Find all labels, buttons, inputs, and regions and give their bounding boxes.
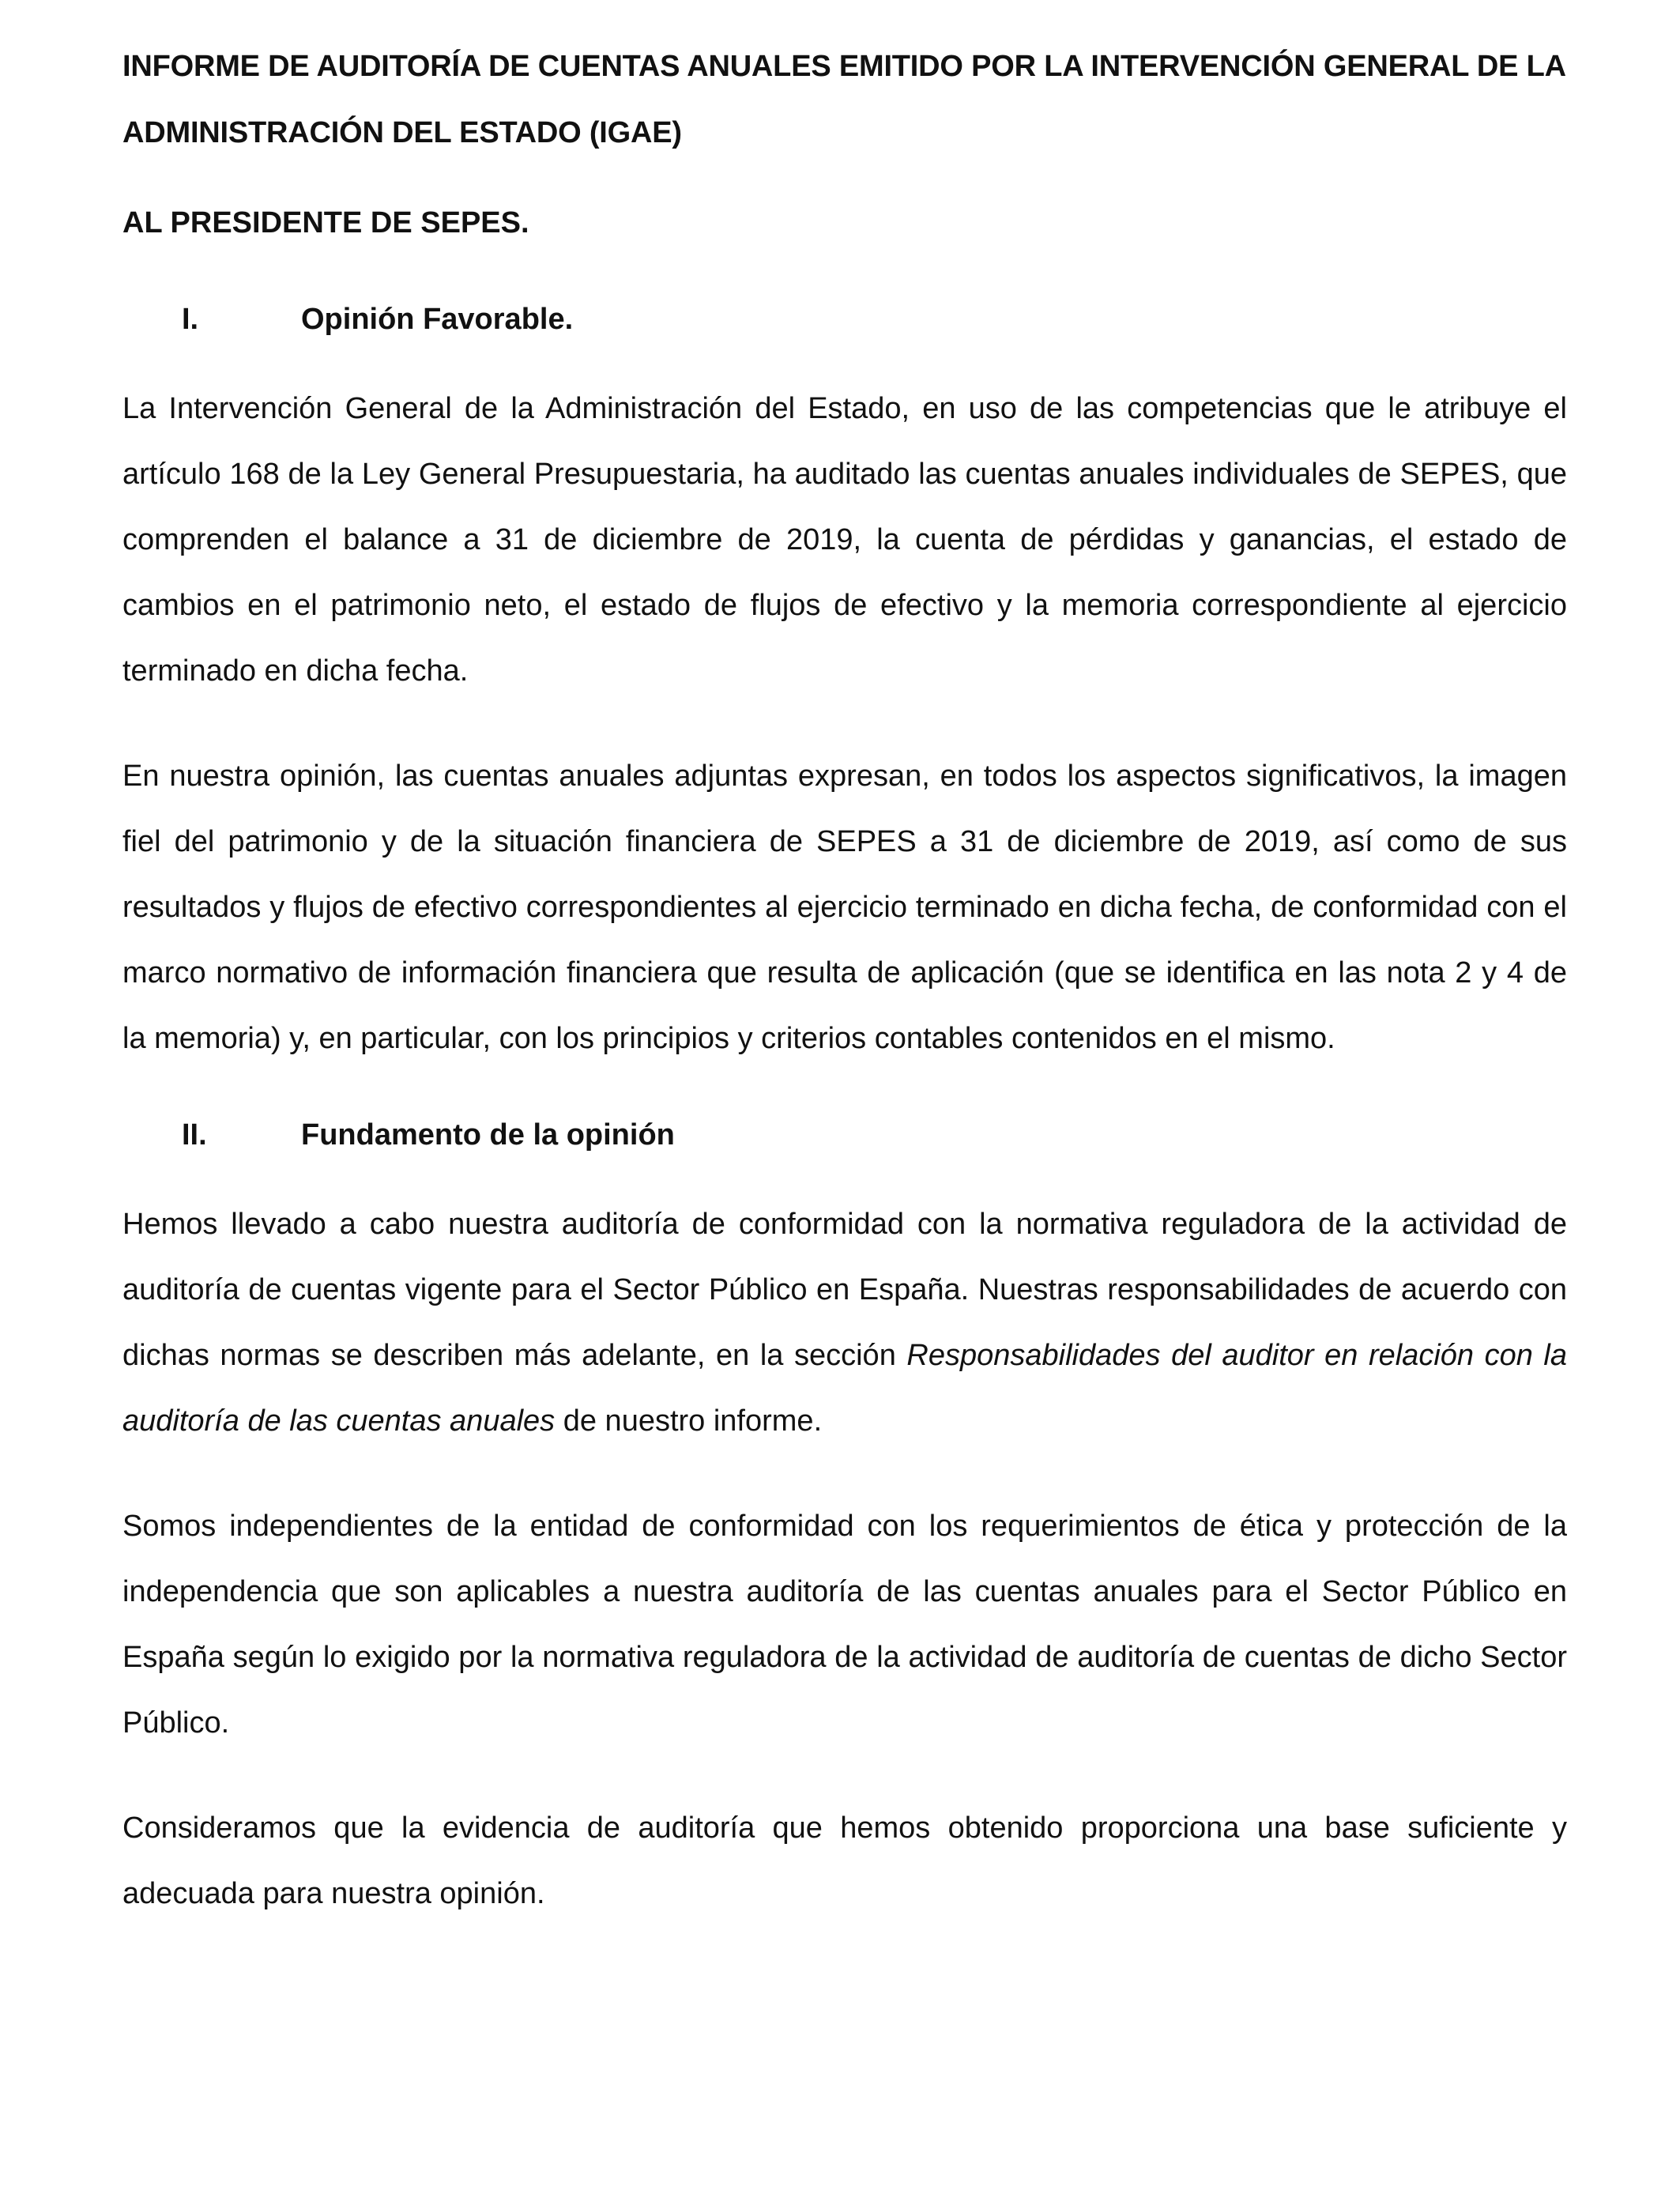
paragraph-basis-audit <box>122 1192 1567 1454</box>
paragraph-opinion: En nuestra opinión, las cuentas anuales adjuntas expresan, en todos los aspectos significativos, la imagen fiel del patrimonio y de la situación financiera de SEPES a 31 de diciembre de 2019, así como de sus resultados y flujos de efectivo correspondientes al ejercicio terminado en dicha fecha, de conformidad con el marco normativo de información financiera que resulta de aplicación (que se identifica en las nota 2 y 4 de la memoria) y, en particular, con los principios y criterios contables contenidos en el mismo. <box>122 760 1567 1055</box>
section-heading-2 <box>122 1102 1567 1168</box>
report-title-line-2: ADMINISTRACIÓN DEL ESTADO (IGAE) <box>122 116 682 149</box>
paragraph-basis-text-start: Hemos llevado a cabo nuestra auditoría de conformidad con la normativa reguladora de la actividad de auditoría de cuentas vigente para el Sector Público en España. Nuestras responsabilidades de acuerdo con dichas normas se describen más adelante, en la sección <box>122 1208 1567 1372</box>
section-heading-1 <box>122 286 1567 352</box>
section-title-2: Fundamento de la opinión <box>301 1118 675 1152</box>
document-body <box>122 33 1567 1927</box>
paragraph-basis-text-end: de nuestro informe. <box>555 1404 823 1438</box>
section-number-2: II. <box>182 1118 207 1152</box>
section-title-1: Opinión Favorable. <box>301 303 574 336</box>
report-title-line-1: INFORME DE AUDITORÍA DE CUENTAS ANUALES EMITIDO POR LA INTERVENCIÓN GENERAL DE LA <box>122 50 1566 83</box>
paragraph-evidence: Consideramos que la evidencia de auditoría que hemos obtenido proporciona una base suficiente y adecuada para nuestra opinión. <box>122 1811 1567 1910</box>
addressee: AL PRESIDENTE DE SEPES. <box>122 206 529 239</box>
paragraph-basis-italic-reference: Responsabilidades del auditor en relación con la auditoría de las cuentas anuales <box>122 1339 1568 1438</box>
paragraph-independence: Somos independientes de la entidad de conformidad con los requerimientos de ética y protección de la independencia que son aplicables a nuestra auditoría de las cuentas anuales para el Sector Público en España según lo exigido por la normativa reguladora de la actividad de auditoría de cuentas de dicho Sector Público. <box>122 1510 1567 1740</box>
paragraph-opinion-scope: La Intervención General de la Administración del Estado, en uso de las competencias que le atribuye el artículo 168 de la Ley General Presupuestaria, ha auditado las cuentas anuales individuales de SEPES, que comprenden el balance a 31 de diciembre de 2019, la cuenta de pérdidas y ganancias, el estado de cambios en el patrimonio neto, el estado de flujos de efectivo y la memoria correspondiente al ejercicio terminado en dicha fecha. <box>122 392 1567 688</box>
section-number-1: I. <box>182 303 199 336</box>
